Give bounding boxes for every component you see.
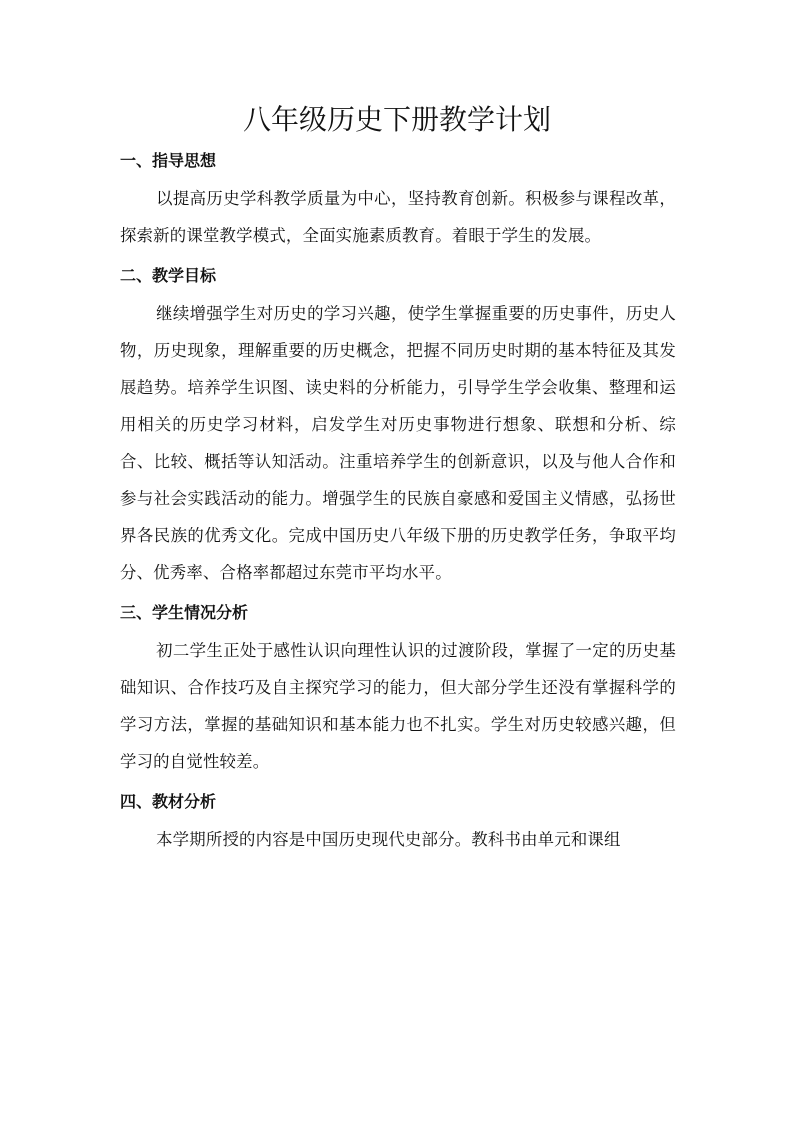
section-heading: 四、教材分析 <box>120 792 217 811</box>
section-heading: 三、学生情况分析 <box>120 603 249 622</box>
section-paragraph: 继续增强学生对历史的学习兴趣，使学生掌握重要的历史事件，历史人物，历史现象，理解重要的历史概念，把握不同历史时期的基本特征及其发展趋势。培养学生识图、读史料的分析能力，引导学生学会收集、整理和运用相关的历史学习材料，启发学生对历史事物进行想象、联想和分析、综合、比较、概括等认知活动。注重培养学生的创新意识，以及与他人合作和参与社会实践活动的能力。增强学生的民族自豪感和爱国主义情感，弘扬世界各民族的优秀文化。完成中国历史八年级下册的历史教学任务，争取平均分、优秀率、合格率都超过东莞市平均水平。 <box>120 304 676 582</box>
section-teaching-goals <box>120 260 676 591</box>
document-title: 八年级历史下册教学计划 <box>242 103 551 136</box>
section-paragraph: 以提高历史学科教学质量为中心，坚持教育创新。积极参与课程改革，探索新的课堂教学模式，全面实施素质教育。着眼于学生的发展。 <box>120 189 676 245</box>
section-heading: 二、教学目标 <box>120 266 217 285</box>
section-guiding-thought <box>120 145 676 254</box>
section-textbook-analysis <box>120 786 676 858</box>
section-paragraph: 本学期所授的内容是中国历史现代史部分。教科书由单元和课组 <box>156 830 621 849</box>
document-body <box>120 145 676 864</box>
section-heading: 一、指导思想 <box>120 151 217 170</box>
section-paragraph: 初二学生正处于感性认识向理性认识的过渡阶段，掌握了一定的历史基础知识、合作技巧及自主探究学习的能力，但大部分学生还没有掌握科学的学习方法，掌握的基础知识和基本能力也不扎实。学生对历史较感兴趣，但学习的自觉性较差。 <box>120 641 676 771</box>
section-student-analysis <box>120 597 676 780</box>
